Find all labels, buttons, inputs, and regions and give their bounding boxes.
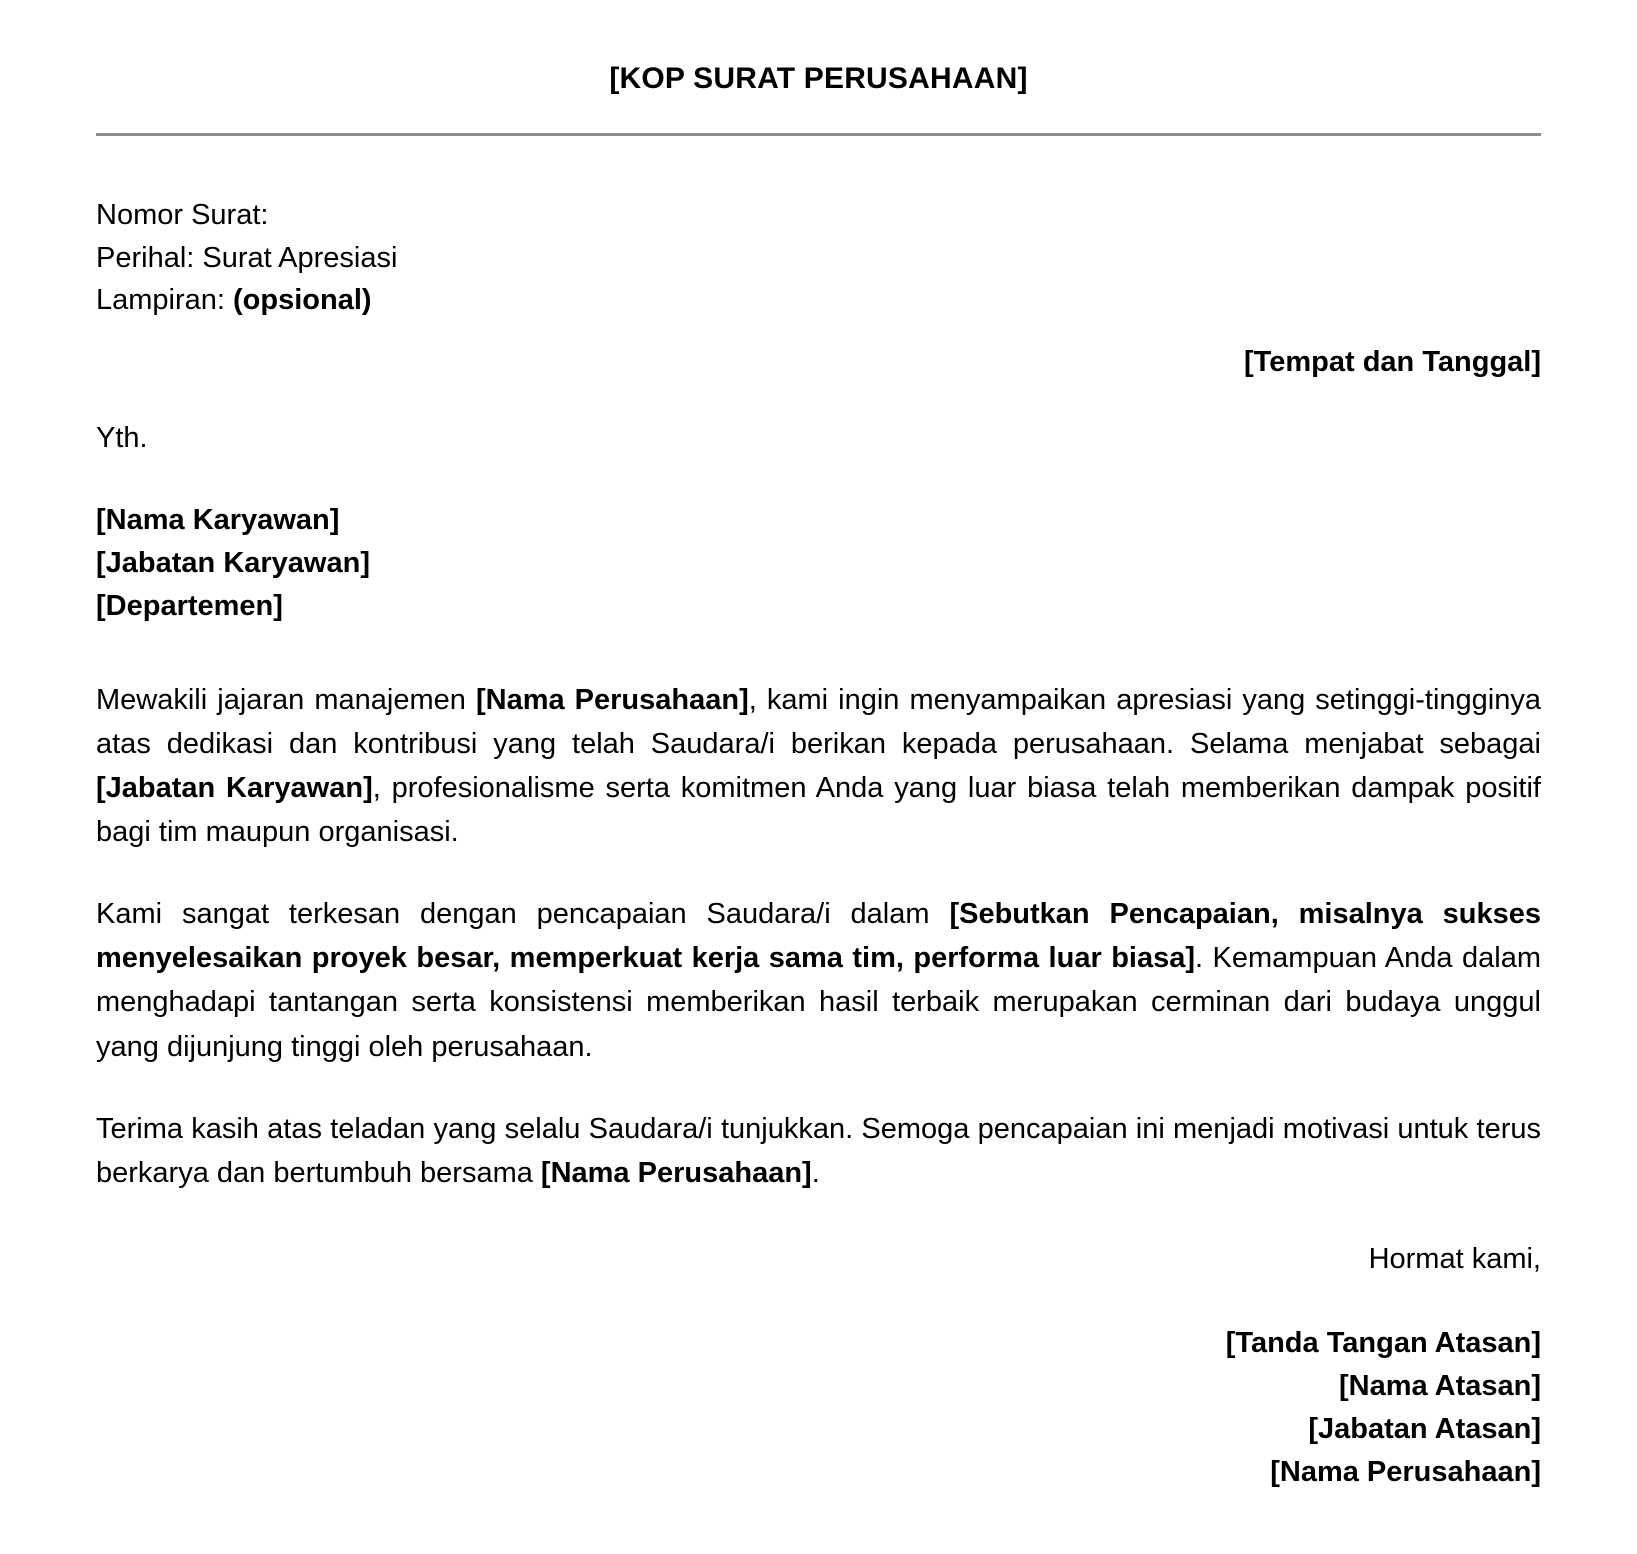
lampiran-value: (opsional)	[233, 284, 372, 317]
body-paragraph-3	[96, 1107, 1541, 1195]
recipient-block	[96, 499, 1541, 628]
p3-company-placeholder: [Nama Perusahaan]	[540, 1156, 812, 1189]
recipient-name: [Nama Karyawan]	[96, 504, 340, 537]
p1-segment-e: , profesionalisme serta komitmen Anda yang luar biasa telah memberikan dampak positif bagi tim maupun organisasi.	[96, 772, 1541, 849]
lampiran-line	[96, 279, 1541, 322]
supervisor-name: [Nama Atasan]	[1339, 1370, 1541, 1403]
p3-segment-a: Terima kasih atas teladan yang selalu Saudara/i tunjukkan. Semoga pencapaian ini menjadi motivasi untuk terus berkarya dan bertumbuh bersama	[96, 1112, 1541, 1189]
place-and-date: [Tempat dan Tanggal]	[1244, 345, 1541, 378]
recipient-position: [Jabatan Karyawan]	[96, 547, 370, 580]
p1-company-placeholder: [Nama Perusahaan]	[475, 683, 749, 716]
p3-segment-c: .	[811, 1156, 820, 1189]
letter-body	[96, 678, 1541, 1195]
p1-segment-c: , kami ingin menyampaikan apresiasi yang setinggi-tingginya atas dedikasi dan kontribusi yang telah Saudara/i berikan kepada perusahaan. Selama menjabat sebagai	[96, 683, 1541, 761]
body-paragraph-2	[96, 892, 1541, 1068]
lampiran-label: Lampiran:	[96, 284, 234, 317]
letter-meta-block	[96, 194, 1541, 322]
body-paragraph-1	[96, 678, 1541, 854]
p1-segment-a: Mewakili jajaran manajemen	[96, 683, 476, 716]
p2-segment-a: Kami sangat terkesan dengan pencapaian Saudara/i dalam	[96, 898, 950, 931]
p2-achievement-placeholder: [Sebutkan Pencapaian, misalnya sukses menyelesaikan proyek besar, memperkuat kerja sama tim, performa luar biasa]	[96, 898, 1542, 975]
closing-regards: Hormat kami,	[1368, 1242, 1541, 1275]
nomor-surat-line: Nomor Surat:	[96, 199, 269, 231]
perihal-line: Perihal: Surat Apresiasi	[96, 241, 398, 274]
recipient-department: [Departemen]	[96, 590, 283, 623]
letterhead	[96, 0, 1541, 95]
letterhead-title: [KOP SURAT PERUSAHAAN]	[609, 62, 1028, 95]
company-name: [Nama Perusahaan]	[1270, 1456, 1541, 1489]
supervisor-position: [Jabatan Atasan]	[1308, 1413, 1541, 1446]
letter-content	[96, 0, 1541, 1554]
letterhead-divider	[96, 133, 1541, 136]
signature-block	[96, 1322, 1541, 1494]
p2-segment-c: . Kemampuan Anda dalam menghadapi tantangan serta konsistensi memberikan hasil terbaik merupakan cerminan dari budaya unggul yang dijunjung tinggi oleh perusahaan.	[96, 942, 1541, 1063]
p1-position-placeholder: [Jabatan Karyawan]	[96, 772, 373, 805]
salutation: Yth.	[96, 421, 148, 454]
signature-placeholder: [Tanda Tangan Atasan]	[1225, 1327, 1541, 1360]
